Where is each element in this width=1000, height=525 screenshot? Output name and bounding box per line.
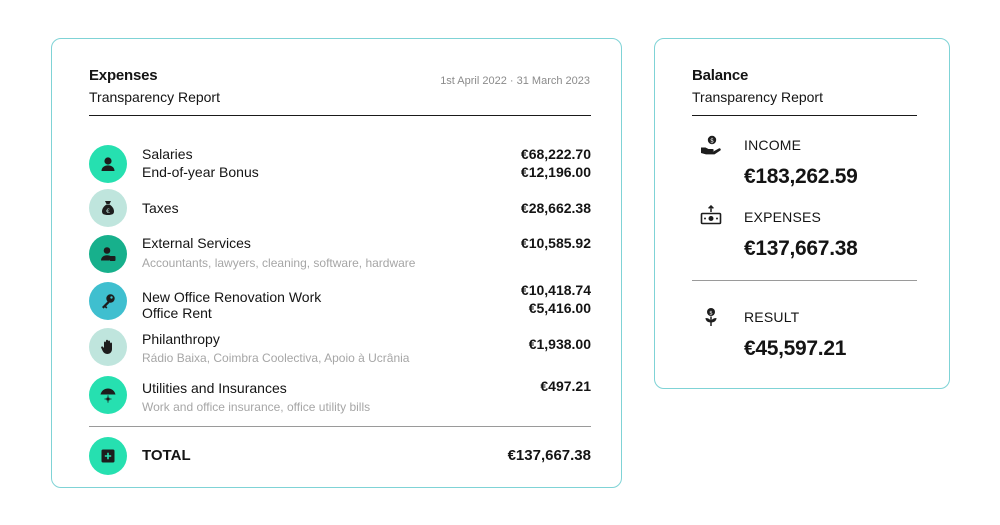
banknote-icon — [700, 205, 722, 225]
svg-text:$: $ — [710, 137, 714, 145]
expenses-title: Expenses — [89, 67, 158, 84]
expense-row-philanthropy — [89, 328, 591, 368]
expense-label: Taxes — [142, 200, 179, 216]
total-row — [89, 437, 591, 475]
expense-amount: €10,585.92 — [520, 235, 591, 251]
balance-card — [654, 38, 950, 389]
hand-coin-icon — [700, 135, 722, 155]
money-bag-icon — [89, 189, 127, 227]
expenses-value: €137,667.38 — [744, 237, 858, 260]
expense-note: Work and office insurance, office utility bills — [142, 400, 371, 414]
expense-note: Rádio Baixa, Coimbra Coolectiva, Apoio à Ucrânia — [142, 351, 410, 365]
expense-label: Salaries — [142, 146, 193, 162]
expense-row-salaries — [89, 145, 591, 185]
expense-amount: €12,196.00 — [520, 164, 591, 180]
expense-label: Utilities and Insurances — [142, 380, 287, 396]
expense-note: Accountants, lawyers, cleaning, software, hardware — [142, 256, 416, 270]
plus-icon — [89, 437, 127, 475]
income-value: €183,262.59 — [744, 165, 858, 188]
expense-amount: €1,938.00 — [528, 336, 591, 352]
report-period: 1st April 2022 · 31 March 2023 — [440, 75, 590, 87]
balance-title: Balance — [692, 67, 749, 84]
expenses-subtitle: Transparency Report — [89, 89, 220, 105]
expense-amount: €28,662.38 — [520, 200, 591, 216]
total-amount: €137,667.38 — [507, 447, 591, 464]
income-section — [692, 135, 917, 195]
hand-icon — [89, 328, 127, 366]
expense-label: Office Rent — [142, 305, 212, 321]
person-icon — [89, 145, 127, 183]
result-value: €45,597.21 — [744, 337, 847, 360]
expenses-section — [692, 207, 917, 267]
svg-text:$: $ — [709, 310, 713, 317]
expenses-label: EXPENSES — [744, 209, 822, 225]
income-label: INCOME — [744, 137, 802, 153]
plant-coin-icon — [700, 307, 722, 327]
expense-amount: €497.21 — [540, 378, 591, 394]
total-label: TOTAL — [142, 447, 191, 464]
expense-label: New Office Renovation Work — [142, 289, 322, 305]
expense-label: End-of-year Bonus — [142, 164, 259, 180]
balance-subtitle: Transparency Report — [692, 89, 823, 105]
expense-amount: €68,222.70 — [520, 146, 591, 162]
umbrella-icon — [89, 376, 127, 414]
expense-row-taxes — [89, 189, 591, 227]
result-section — [692, 307, 917, 367]
expense-label: Philanthropy — [142, 331, 220, 347]
result-divider — [692, 280, 917, 281]
expense-amount: €10,418.74 — [520, 282, 591, 298]
expense-row-utilities — [89, 376, 591, 416]
header-divider — [692, 115, 917, 116]
expense-amount: €5,416.00 — [528, 300, 591, 316]
expense-label: External Services — [142, 235, 251, 251]
expenses-card — [51, 38, 622, 488]
svg-text:€: € — [106, 208, 110, 215]
key-icon — [89, 282, 127, 320]
expense-row-external-services — [89, 235, 591, 275]
total-divider — [89, 426, 591, 427]
worker-icon — [89, 235, 127, 273]
result-label: RESULT — [744, 309, 800, 325]
expense-row-office — [89, 282, 591, 322]
header-divider — [89, 115, 591, 116]
